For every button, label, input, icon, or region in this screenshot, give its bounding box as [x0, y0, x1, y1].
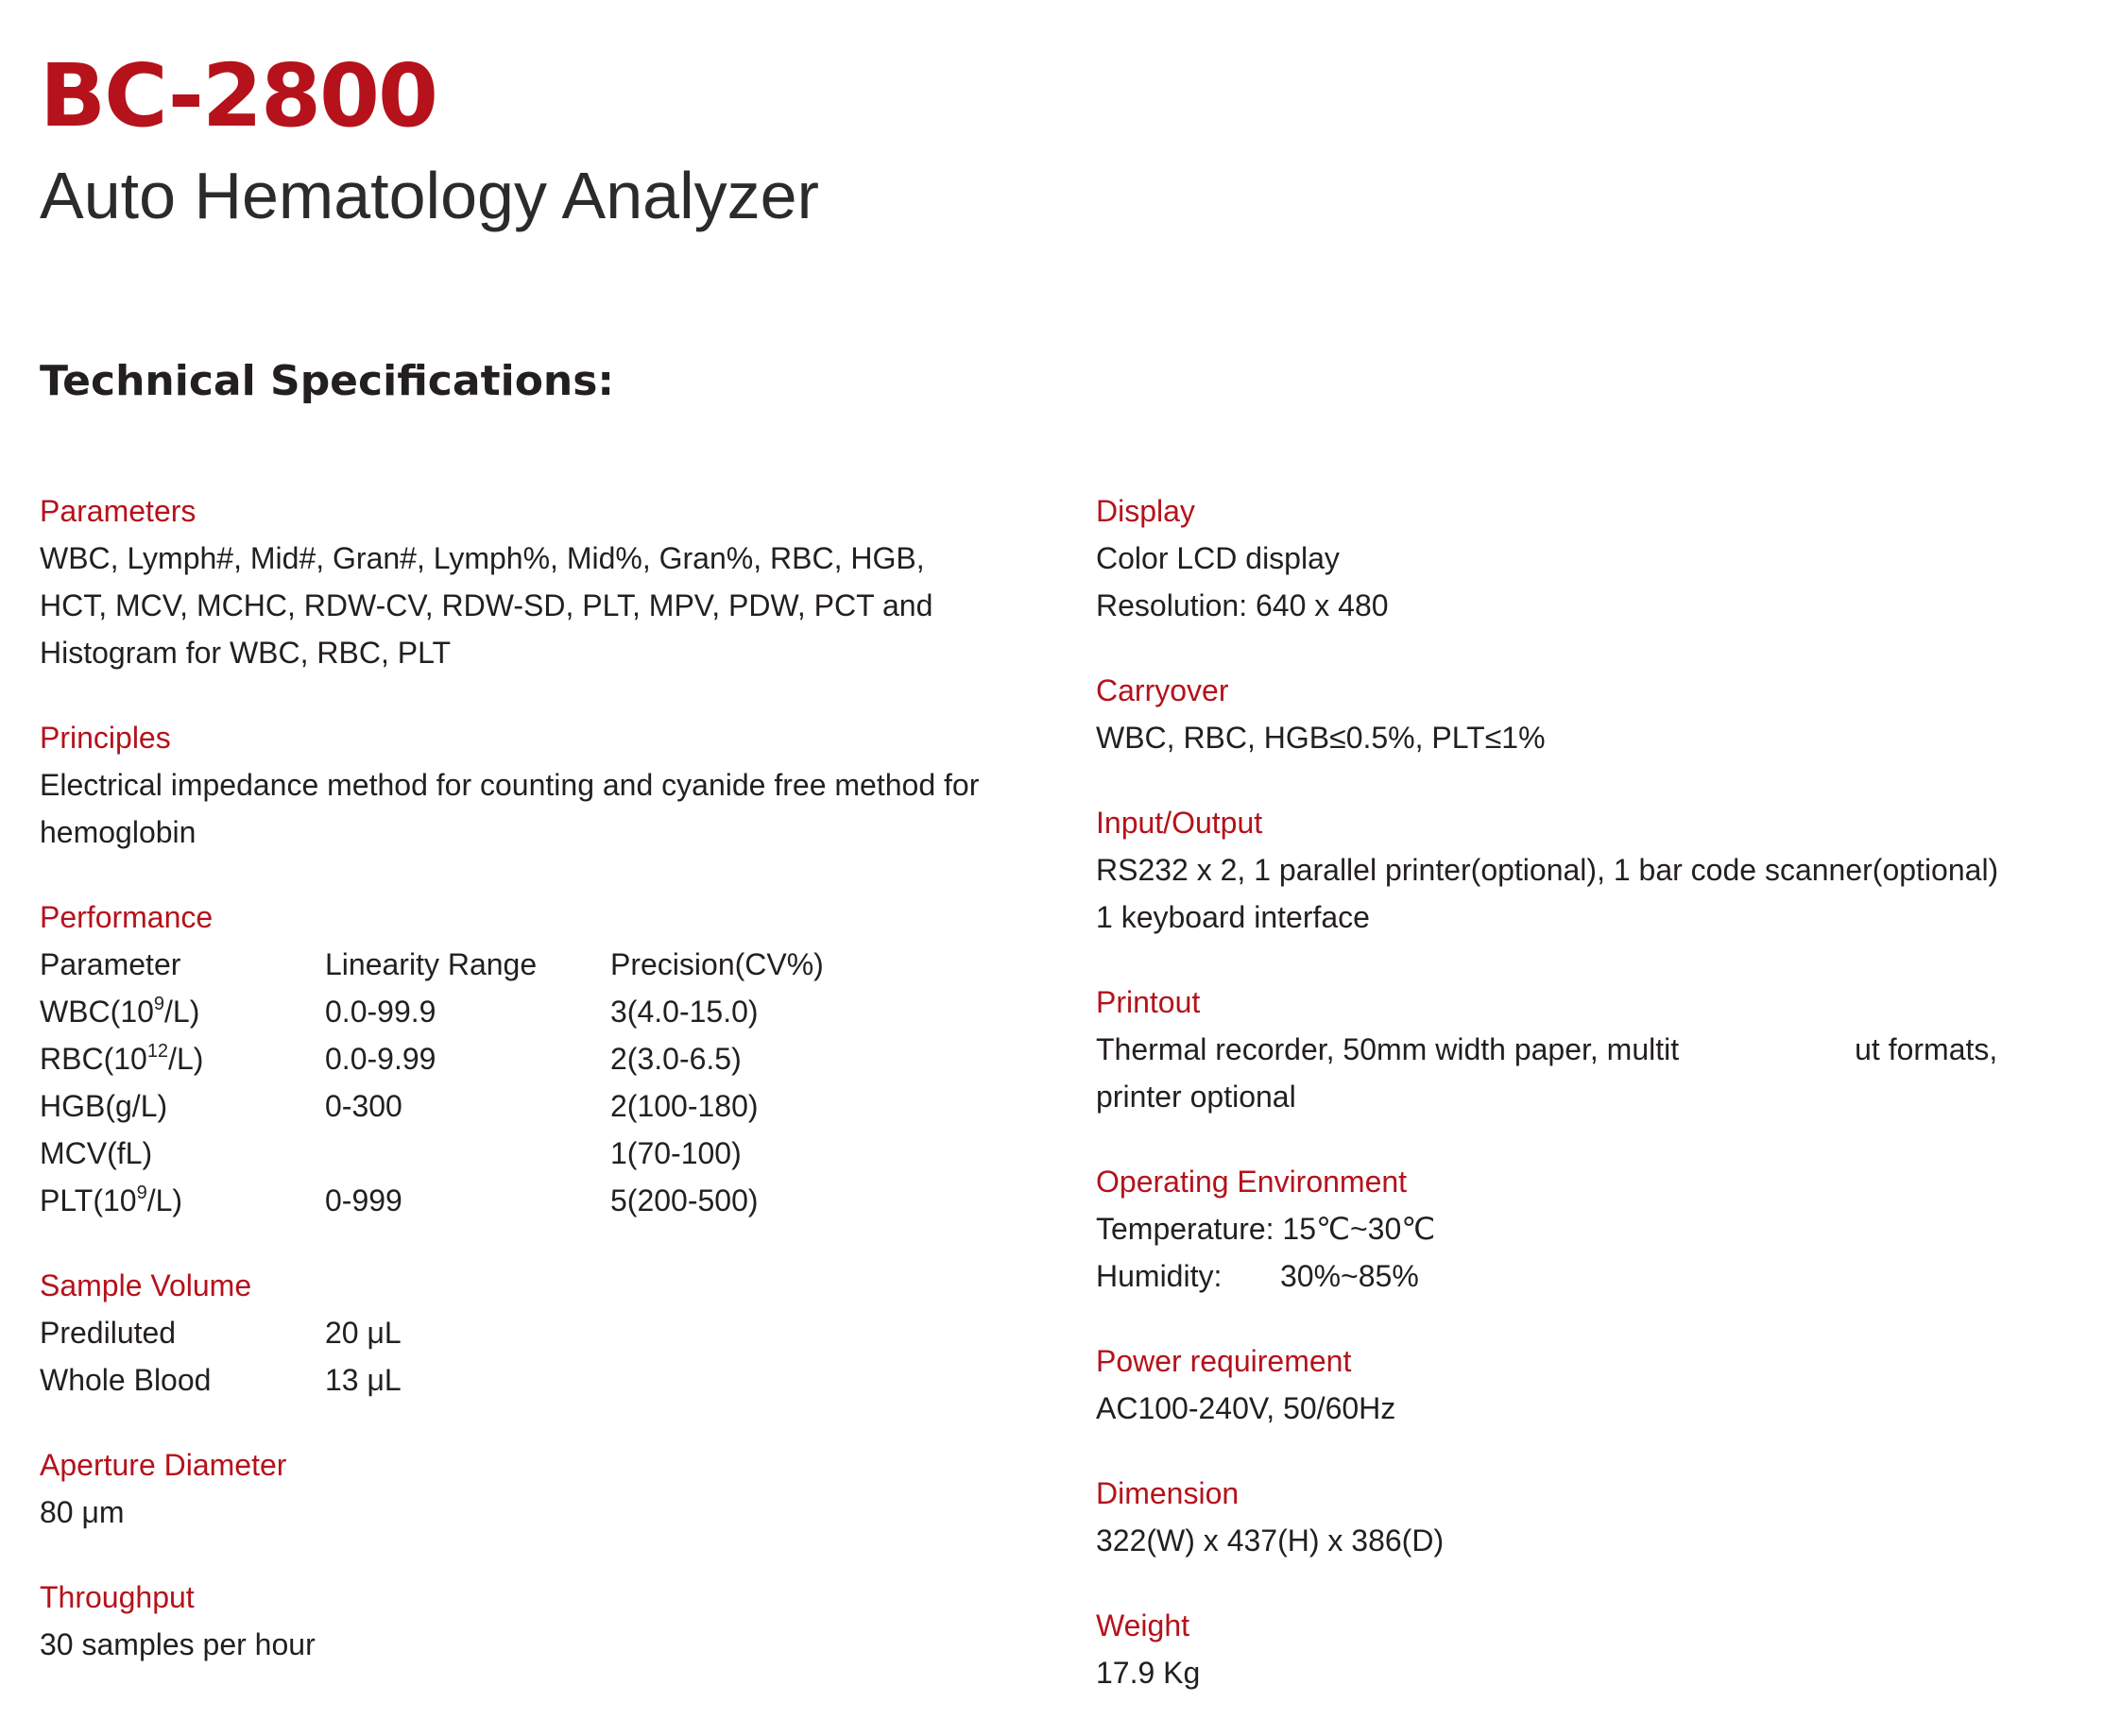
linearity-cell: 0-999	[325, 1183, 402, 1217]
power-value: AC100-240V, 50/60Hz	[1096, 1391, 1396, 1425]
table-row	[40, 1082, 1041, 1130]
table-row	[40, 988, 1041, 1035]
printout-line: Thermal recorder, 50mm width paper, multit ut formats,	[1096, 1032, 1998, 1066]
sample-value: 20 μL	[325, 1316, 402, 1350]
section-sample-volume	[40, 1262, 1041, 1404]
principles-line: hemoglobin	[40, 815, 197, 849]
precision-cell: 1(70-100)	[610, 1136, 742, 1170]
section-dimension	[1096, 1470, 2078, 1564]
section-title: Sample Volume	[40, 1268, 252, 1302]
section-printout	[1096, 979, 2078, 1120]
left-column	[40, 487, 1041, 1706]
sample-row	[40, 1356, 1041, 1404]
humidity-label: Humidity:	[1096, 1259, 1223, 1293]
section-io	[1096, 799, 2078, 941]
spec-heading: Technical Specifications:	[40, 357, 615, 405]
section-title: Printout	[1096, 985, 1201, 1019]
section-principles	[40, 714, 1041, 856]
section-title: Power requirement	[1096, 1344, 1352, 1378]
right-column	[1096, 487, 2078, 1734]
parameters-line: WBC, Lymph#, Mid#, Gran#, Lymph%, Mid%, Gran%, RBC, HGB,	[40, 541, 925, 575]
parameter-cell: $PLT(10^9/L)$	[40, 1183, 183, 1217]
section-display	[1096, 487, 2078, 629]
section-title: Dimension	[1096, 1476, 1240, 1510]
principles-line: Electrical impedance method for counting and cyanide free method for	[40, 768, 980, 802]
sample-label: Whole Blood	[40, 1363, 212, 1397]
parameter-cell: HGB(g/L)	[40, 1089, 168, 1123]
section-title: Operating Environment	[1096, 1165, 1408, 1199]
carryover-line: WBC, RBC, HGB≤0.5%, PLT≤1%	[1096, 721, 1546, 755]
section-parameters	[40, 487, 1041, 676]
section-environment	[1096, 1158, 2078, 1300]
parameter-cell: $WBC(10^9/L)$	[40, 994, 200, 1029]
precision-cell: 2(100-180)	[610, 1089, 759, 1123]
product-subtitle: Auto Hematology Analyzer	[40, 159, 819, 232]
aperture-value: 80 μm	[40, 1495, 125, 1529]
sample-label: Prediluted	[40, 1316, 177, 1350]
section-title: Performance	[40, 900, 214, 934]
section-title: Principles	[40, 721, 171, 755]
column-header: Parameter	[40, 947, 181, 981]
section-title: Throughput	[40, 1580, 195, 1614]
model-title: BC-2800	[40, 45, 436, 146]
performance-header-row	[40, 941, 1041, 988]
section-power	[1096, 1337, 2078, 1432]
temperature-line: Temperature: 15℃~30℃	[1096, 1212, 1436, 1246]
table-row	[40, 1035, 1041, 1082]
io-line: 1 keyboard interface	[1096, 900, 1370, 934]
linearity-cell	[325, 1130, 610, 1177]
table-row	[40, 1130, 1041, 1177]
section-title: Carryover	[1096, 673, 1229, 707]
section-title: Aperture Diameter	[40, 1448, 287, 1482]
display-line: Color LCD display	[1096, 541, 1340, 575]
display-line: Resolution: 640 x 480	[1096, 588, 1389, 622]
section-title: Parameters	[40, 494, 197, 528]
table-row	[40, 1177, 1041, 1224]
precision-cell: 3(4.0-15.0)	[610, 995, 759, 1029]
sample-value: 13 μL	[325, 1363, 402, 1397]
section-aperture	[40, 1441, 1041, 1536]
parameter-cell: $RBC(10^{12}/L)$	[40, 1041, 204, 1076]
parameters-line: Histogram for WBC, RBC, PLT	[40, 636, 452, 670]
section-weight	[1096, 1602, 2078, 1696]
column-header: Precision(CV%)	[610, 947, 824, 981]
io-line: RS232 x 2, 1 parallel printer(optional), 1 bar code scanner(optional)	[1096, 853, 1999, 887]
section-throughput	[40, 1574, 1041, 1668]
printout-line: printer optional	[1096, 1080, 1296, 1114]
weight-value: 17.9 Kg	[1096, 1656, 1201, 1690]
precision-cell: 2(3.0-6.5)	[610, 1042, 742, 1076]
parameter-cell: MCV(fL)	[40, 1136, 153, 1170]
sample-row	[40, 1309, 1041, 1356]
parameters-line: HCT, MCV, MCHC, RDW-CV, RDW-SD, PLT, MPV, PDW, PCT and	[40, 588, 933, 622]
section-performance	[40, 894, 1041, 1224]
section-title: Weight	[1096, 1608, 1190, 1642]
section-carryover	[1096, 667, 2078, 761]
section-title: Display	[1096, 494, 1195, 528]
humidity-value: 30%~85%	[1280, 1259, 1419, 1293]
linearity-cell: 0-300	[325, 1089, 402, 1123]
throughput-value: 30 samples per hour	[40, 1627, 316, 1661]
section-title: Input/Output	[1096, 806, 1263, 840]
linearity-cell: 0.0-9.99	[325, 1042, 436, 1076]
precision-cell: 5(200-500)	[610, 1183, 759, 1217]
humidity-line	[1096, 1252, 2078, 1300]
dimension-value: 322(W) x 437(H) x 386(D)	[1096, 1523, 1445, 1557]
linearity-cell: 0.0-99.9	[325, 995, 436, 1029]
column-header: Linearity Range	[325, 947, 538, 981]
